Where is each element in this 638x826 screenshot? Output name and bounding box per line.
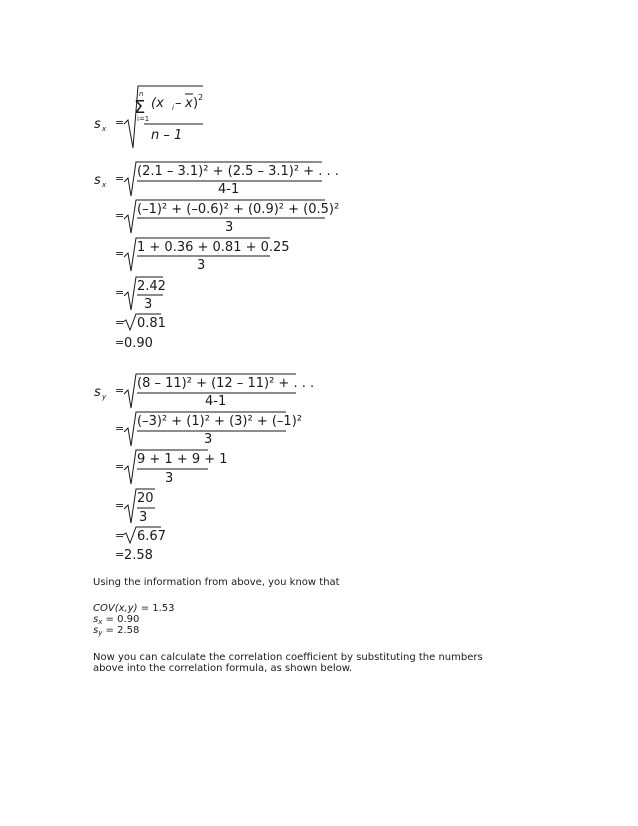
equals-sign: =: [115, 548, 125, 561]
sx-label-subscript: x: [98, 618, 103, 626]
sx-definition-formula: [94, 86, 203, 148]
denominator: n – 1: [151, 128, 183, 143]
equals-sign: =: [115, 286, 125, 299]
numerator-index: i: [172, 104, 174, 112]
step-denominator: 3: [139, 510, 148, 525]
step-numerator: 9 + 1 + 9 + 1: [137, 452, 228, 467]
equals-sign: =: [115, 316, 125, 329]
step-denominator: 4-1: [205, 394, 227, 409]
equals-sign: =: [115, 384, 125, 397]
closing-text-line-2: above into the correlation formula, as shown below.: [93, 663, 353, 674]
sy-value: = 2.58: [102, 625, 140, 636]
equals-sign: =: [115, 336, 125, 349]
sy-symbol: s: [94, 385, 101, 400]
summation-symbol: Σ: [134, 97, 146, 118]
intro-text: Using the information from above, you know that: [93, 577, 340, 588]
numerator-minus: –: [175, 96, 182, 111]
step-numerator: (8 – 11)² + (12 – 11)² + . . .: [137, 376, 315, 391]
step-numerator: (–3)² + (1)² + (3)² + (–1)²: [137, 414, 302, 429]
step-numerator: 20: [137, 491, 154, 506]
numerator-open: (x: [151, 96, 164, 111]
step-denominator: 4-1: [218, 182, 240, 197]
sx-subscript: x: [102, 125, 107, 133]
equals-sign: =: [115, 529, 125, 542]
sy-line: [93, 625, 139, 636]
equals-sign: =: [115, 422, 125, 435]
sx-value: = 0.90: [102, 614, 140, 625]
sy-label: s: [93, 625, 99, 636]
equals-sign: =: [115, 172, 125, 185]
step-denominator: 3: [197, 258, 206, 273]
sx-subscript: x: [102, 181, 107, 189]
sx-label: s: [93, 614, 99, 625]
step-radicand: 6.67: [137, 529, 166, 544]
step-denominator: 3: [165, 471, 174, 486]
sx-symbol: s: [94, 117, 101, 132]
sy-subscript: y: [102, 393, 107, 401]
closing-text-line-1: Now you can calculate the correlation coefficient by substituting the numbers: [93, 652, 483, 663]
equals-sign: =: [115, 499, 125, 512]
step-numerator: 2.42: [137, 279, 166, 294]
cov-value: = 1.53: [137, 603, 175, 614]
step-numerator: (–1)² + (–0.6)² + (0.9)² + (0.5)²: [137, 202, 340, 217]
numerator-close: ): [193, 96, 199, 111]
step-denominator: 3: [144, 297, 153, 312]
numerator-exponent: 2: [198, 93, 204, 102]
equals-sign: =: [115, 116, 125, 129]
equals-sign: =: [115, 247, 125, 260]
numerator-mean: x: [185, 96, 193, 111]
step-numerator: 1 + 0.36 + 0.81 + 0.25: [137, 240, 290, 255]
cov-label: COV(x,y): [93, 603, 138, 614]
step-radicand: 0.81: [137, 316, 166, 331]
sy-label-subscript: y: [98, 629, 103, 637]
step-denominator: 3: [204, 432, 213, 447]
summation-lower-limit: i=1: [137, 115, 150, 123]
step-result: 2.58: [124, 548, 153, 563]
step-numerator: (2.1 – 3.1)² + (2.5 – 3.1)² + . . .: [137, 164, 339, 179]
equals-sign: =: [115, 209, 125, 222]
cov-line: [93, 603, 175, 614]
sx-computation: [94, 162, 339, 351]
step-result: 0.90: [124, 336, 153, 351]
step-denominator: 3: [225, 220, 234, 235]
summation-upper-limit: n: [139, 90, 144, 98]
equals-sign: =: [115, 460, 125, 473]
sx-symbol: s: [94, 173, 101, 188]
sy-computation: [94, 374, 314, 563]
sx-line: [93, 614, 139, 625]
